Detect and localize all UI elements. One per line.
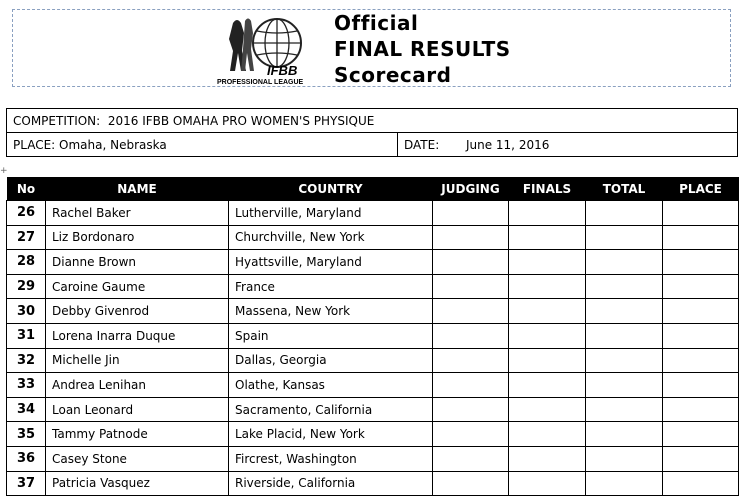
col-header-total: TOTAL xyxy=(586,177,663,201)
place-cell xyxy=(663,397,739,422)
competitor-number: 27 xyxy=(7,225,46,250)
competitor-country: Dallas, Georgia xyxy=(229,348,433,373)
table-row xyxy=(7,274,739,299)
judging-cell xyxy=(433,446,509,471)
total-cell xyxy=(586,373,663,398)
competitor-number: 34 xyxy=(7,397,46,422)
competition-label: COMPETITION: xyxy=(13,113,101,128)
total-cell xyxy=(586,225,663,250)
total-cell xyxy=(586,422,663,447)
competitor-number: 33 xyxy=(7,373,46,398)
place-cell xyxy=(663,299,739,324)
competitor-name: Patricia Vasquez xyxy=(46,471,229,496)
finals-cell xyxy=(509,250,586,275)
competitor-country: Fircrest, Washington xyxy=(229,446,433,471)
place-cell xyxy=(663,446,739,471)
title-line-3: Scorecard xyxy=(334,63,452,87)
competition-value: 2016 IFBB OMAHA PRO WOMEN'S PHYSIQUE xyxy=(107,113,375,128)
finals-cell xyxy=(509,397,586,422)
total-cell xyxy=(586,274,663,299)
place-cell xyxy=(663,422,739,447)
judging-cell xyxy=(433,373,509,398)
competitor-name: Debby Givenrod xyxy=(46,299,229,324)
place-cell xyxy=(663,250,739,275)
judging-cell xyxy=(433,422,509,447)
title-line-1: Official xyxy=(334,11,419,35)
table-row xyxy=(7,397,739,422)
judging-cell xyxy=(433,274,509,299)
place-cell xyxy=(663,373,739,398)
judging-cell xyxy=(433,397,509,422)
title-line-2: FINAL RESULTS xyxy=(334,37,511,61)
results-table xyxy=(6,177,739,496)
place-cell xyxy=(663,225,739,250)
competitor-number: 36 xyxy=(7,446,46,471)
total-cell xyxy=(586,323,663,348)
competitor-name: Andrea Lenihan xyxy=(46,373,229,398)
scorecard-title xyxy=(334,10,511,88)
finals-cell xyxy=(509,446,586,471)
judging-cell xyxy=(433,323,509,348)
col-header-judging: JUDGING xyxy=(433,177,509,201)
competitor-country: Massena, New York xyxy=(229,299,433,324)
competitor-name: Rachel Baker xyxy=(46,201,229,226)
competitor-name: Caroine Gaume xyxy=(46,274,229,299)
table-row xyxy=(7,348,739,373)
competitor-name: Liz Bordonaro xyxy=(46,225,229,250)
place-label: PLACE: xyxy=(13,137,56,152)
competitor-name: Loan Leonard xyxy=(46,397,229,422)
place-cell xyxy=(663,201,739,226)
competition-info-table xyxy=(6,108,738,157)
competitor-country: Lutherville, Maryland xyxy=(229,201,433,226)
col-header-place: PLACE xyxy=(663,177,739,201)
col-header-name: NAME xyxy=(46,177,229,201)
date-value: June 11, 2016 xyxy=(465,137,550,152)
competitor-number: 35 xyxy=(7,422,46,447)
total-cell xyxy=(586,299,663,324)
table-row xyxy=(7,446,739,471)
place-value: Omaha, Nebraska xyxy=(59,137,167,152)
logo-league-text: PROFESSIONAL LEAGUE xyxy=(217,79,304,85)
competitor-name: Tammy Patnode xyxy=(46,422,229,447)
total-cell xyxy=(586,348,663,373)
table-row xyxy=(7,250,739,275)
competitor-name: Dianne Brown xyxy=(46,250,229,275)
judging-cell xyxy=(433,201,509,226)
table-header-row xyxy=(7,177,739,201)
cell-marker: + xyxy=(0,166,8,176)
ifbb-logo xyxy=(215,13,325,85)
competitor-name: Michelle Jin xyxy=(46,348,229,373)
finals-cell xyxy=(509,348,586,373)
judging-cell xyxy=(433,299,509,324)
finals-cell xyxy=(509,299,586,324)
competitor-country: Churchville, New York xyxy=(229,225,433,250)
competitor-number: 30 xyxy=(7,299,46,324)
finals-cell xyxy=(509,422,586,447)
finals-cell xyxy=(509,373,586,398)
place-cell xyxy=(663,323,739,348)
finals-cell xyxy=(509,471,586,496)
finals-cell xyxy=(509,274,586,299)
col-header-country: COUNTRY xyxy=(229,177,433,201)
logo-ifbb-text: IFBB xyxy=(267,63,298,78)
competitor-country: Olathe, Kansas xyxy=(229,373,433,398)
competitor-name: Casey Stone xyxy=(46,446,229,471)
judging-cell xyxy=(433,225,509,250)
table-row xyxy=(7,471,739,496)
competitor-number: 28 xyxy=(7,250,46,275)
table-row xyxy=(7,323,739,348)
date-cell xyxy=(398,133,738,157)
total-cell xyxy=(586,201,663,226)
competitor-number: 29 xyxy=(7,274,46,299)
place-cell xyxy=(663,471,739,496)
total-cell xyxy=(586,397,663,422)
total-cell xyxy=(586,471,663,496)
col-header-finals: FINALS xyxy=(509,177,586,201)
competitor-number: 32 xyxy=(7,348,46,373)
competitor-number: 37 xyxy=(7,471,46,496)
finals-cell xyxy=(509,201,586,226)
competitor-country: France xyxy=(229,274,433,299)
competitor-country: Riverside, California xyxy=(229,471,433,496)
date-label: DATE: xyxy=(404,137,440,152)
table-row xyxy=(7,422,739,447)
competitor-country: Spain xyxy=(229,323,433,348)
judging-cell xyxy=(433,471,509,496)
total-cell xyxy=(586,250,663,275)
competition-cell xyxy=(7,109,738,133)
competitor-country: Sacramento, California xyxy=(229,397,433,422)
competitor-country: Hyattsville, Maryland xyxy=(229,250,433,275)
competitor-country: Lake Placid, New York xyxy=(229,422,433,447)
place-cell xyxy=(7,133,398,157)
finals-cell xyxy=(509,323,586,348)
competitor-number: 31 xyxy=(7,323,46,348)
judging-cell xyxy=(433,250,509,275)
judging-cell xyxy=(433,348,509,373)
table-row xyxy=(7,201,739,226)
total-cell xyxy=(586,446,663,471)
competitor-number: 26 xyxy=(7,201,46,226)
table-row xyxy=(7,373,739,398)
competitor-name: Lorena Inarra Duque xyxy=(46,323,229,348)
table-row xyxy=(7,299,739,324)
col-header-no: No xyxy=(7,177,46,201)
place-cell xyxy=(663,274,739,299)
table-row xyxy=(7,225,739,250)
place-cell xyxy=(663,348,739,373)
finals-cell xyxy=(509,225,586,250)
